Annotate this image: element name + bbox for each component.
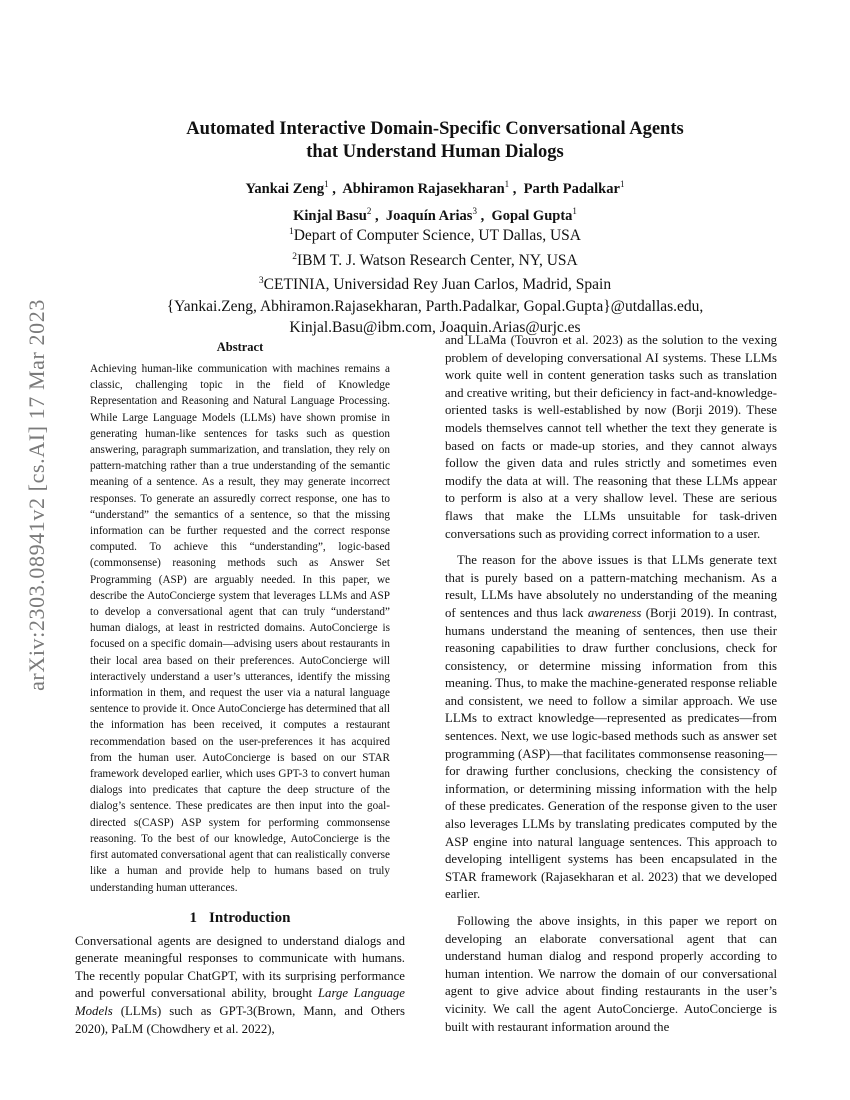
- author-affiliation-mark: 1: [504, 179, 510, 189]
- author-affiliation-mark: 2: [366, 205, 372, 216]
- right-paragraph-3: Following the above insights, in this paper we report on developing an elaborate conversational agent that can understand human dialog and respond properly according to human intention. We narrow the domain of our conversational agent to give advice about finding restaurants in the user’s vicinity. We call the agent AutoConcierge. AutoConcierge is built with restaurant information around the: [445, 914, 777, 1034]
- title-line-1: Automated Interactive Domain-Specific Conversational Agents: [186, 119, 684, 139]
- author-affiliation-mark: 1: [572, 205, 577, 216]
- affiliation-line: [90, 247, 780, 272]
- left-column: [75, 340, 405, 1038]
- abstract-heading: Abstract: [216, 340, 264, 354]
- affiliation-line: [90, 271, 780, 296]
- affiliation-block: [90, 222, 780, 339]
- intro-paragraph-1: [75, 933, 405, 1039]
- arxiv-id-text: arXiv:2303.08941v2 [cs.AI] 17 Mar 2023: [24, 299, 49, 691]
- right-column: [445, 332, 777, 1036]
- right-paragraph-1: and LLaMa (Touvron et al. 2023) as the solution to the vexing problem of developing conversational AI systems. These LLMs work quite well in content generation tasks such as translation and creative writing, but their deficiency in fact-and-knowledge-oriented tasks is well-established by now (Borji 2019). These models themselves cannot tell whether the text they generate is based on facts or made-up stories, and they cannot always follow the given data and rules strictly and sometimes even modify the data at will. The reasoning that these LLMs appear to perform is also at a very shallow level. These are serious flaws that make the LLMs unsuitable for task-driven conversations such as providing correct information to a user.: [445, 333, 777, 541]
- section-title: Introduction: [209, 909, 291, 926]
- author-name: Parth Padalkar: [523, 180, 620, 197]
- affiliation-text: Depart of Computer Science, UT Dallas, USA: [293, 227, 581, 245]
- affiliation-number: 2: [292, 251, 298, 262]
- paper-title: [110, 118, 760, 164]
- email-line-1: {Yankai.Zeng, Abhiramon.Rajasekharan, Parth.Padalkar, Gopal.Gupta}@utdallas.edu,: [166, 297, 704, 315]
- email-line-2: Kinjal.Basu@ibm.com, Joaquin.Arias@urjc.es: [289, 319, 581, 337]
- author-row-2: Kinjal Basu$^2$ , Joaquín Arias$^3$ , Gopal Gupta$^1$: [293, 205, 577, 224]
- right-paragraph-2: [445, 552, 777, 904]
- right-p2-part-a: The reason for the above issues is that LLMs generate text that is purely based on a pattern-matching mechanism. As a result, LLMs have absolutely no understanding of the meaning of sentences and thus lack: [445, 553, 777, 620]
- right-p2-emphasis: awareness: [587, 605, 642, 620]
- abstract-text: Achieving human-like communication with machines remains a classic, challenging topic in the field of Knowledge Representation and Reasoning and Natural Language Processing. While Large Language Models (LLMs) have shown promise in generating human-like sentences for tasks such as question answering, paragraph summarization, and translation, they rely on pattern-matching rather than a true understanding of the semantic meaning of a sentence. As a result, they may generate incorrect responses. To generate an assuredly correct response, one has to “understand” the semantics of a sentence, so that the missing information can be further requested and the correct response computed. To achieve this “understanding”, logic-based (commonsense) reasoning methods such as Answer Set Programming (ASP) are arguably needed. In this paper, we describe the AutoConcierge system that leverages LLMs and ASP to develop a conversational agent that can truly “understand” human dialogs, at least in restricted domains. AutoConcierge is focused on a specific domain—advising users about restaurants in their local area based on their preferences. AutoConcierge will interactively understand a user’s utterances, identify the missing information in them, and request the user via a natural language sentence to provide it. Once AutoConcierge has determined that all the information has been received, it computes a restaurant recommendation based on the user-preferences it has acquired from the human user. AutoConcierge is based on our STAR framework developed earlier, which uses GPT-3 to convert human dialogs into predicates that capture the deep structure of the dialog’s sentence. These predicates are then input into the goal-directed s(CASP) ASP system for performing commonsense reasoning. To the best of our knowledge, AutoConcierge is the first automated conversational agent that can realistically converse like a human and provide help to humans based on truly understanding human utterances.: [90, 363, 390, 894]
- title-line-2: that Understand Human Dialogs: [306, 142, 564, 162]
- author-name: Gopal Gupta: [491, 207, 573, 224]
- intro-p1-part-b: (LLMs) such as GPT-3(Brown, Mann, and Others 2020), PaLM (Chowdhery et al. 2022),: [75, 1004, 405, 1036]
- affiliation-text: CETINIA, Universidad Rey Juan Carlos, Madrid, Spain: [263, 276, 612, 294]
- intro-p1-part-a: Conversational agents are designed to understand dialogs and generate meaningful responses to communicate with humans. The recently popular ChatGPT, with its surprising performance and powerful conversational ability, brought: [75, 933, 405, 1001]
- author-list: [110, 173, 760, 227]
- author-affiliation-mark: 3: [472, 205, 477, 216]
- author-row-1: Yankai Zeng$^1$ , Abhiramon Rajasekharan$^1$ , Parth Padalkar$^1$: [245, 179, 625, 197]
- author-name: Abhiramon Rajasekharan: [342, 180, 505, 197]
- section-heading-introduction: [75, 910, 405, 927]
- right-p2-part-b: (Borji 2019). In contrast, humans understand the meaning of sentences, then use their reasoning capabilities to draw further conclusions, check for consistency, or determine missing information from this meaning. Thus, to make the machine-generated response reliable and consistent, we need to follow a similar approach. We use LLMs to extract knowledge—represented as predicates—from sentences. Next, we use logic-based methods such as answer set programming (ASP)—that facilitates commonsense reasoning—for drawing further conclusions, checking the consistency of information, or determining missing information with the help of these predicates. Generation of the response given to the user also leverages LLMs by translating predicates computed by the ASP engine into natural language sentences. This approach to developing intelligent systems has been encapsulated in the STAR framework (Rajasekharan et al. 2023) that we developed earlier.: [445, 605, 778, 902]
- section-number: 1: [189, 909, 198, 926]
- author-name: Kinjal Basu: [293, 207, 367, 224]
- affiliation-number: 1: [288, 227, 294, 237]
- author-name: Yankai Zeng: [245, 180, 325, 197]
- affiliation-text: IBM T. J. Watson Research Center, NY, USA: [297, 251, 578, 269]
- arxiv-identifier: [22, 295, 52, 695]
- author-affiliation-mark: 1: [324, 179, 329, 189]
- affiliation-line: [90, 222, 780, 247]
- author-affiliation-mark: 1: [619, 179, 625, 189]
- affiliation-number: 3: [258, 276, 264, 287]
- author-name: Joaquín Arias: [385, 207, 473, 224]
- intro-p1-emphasis: Large Language Models: [75, 986, 405, 1019]
